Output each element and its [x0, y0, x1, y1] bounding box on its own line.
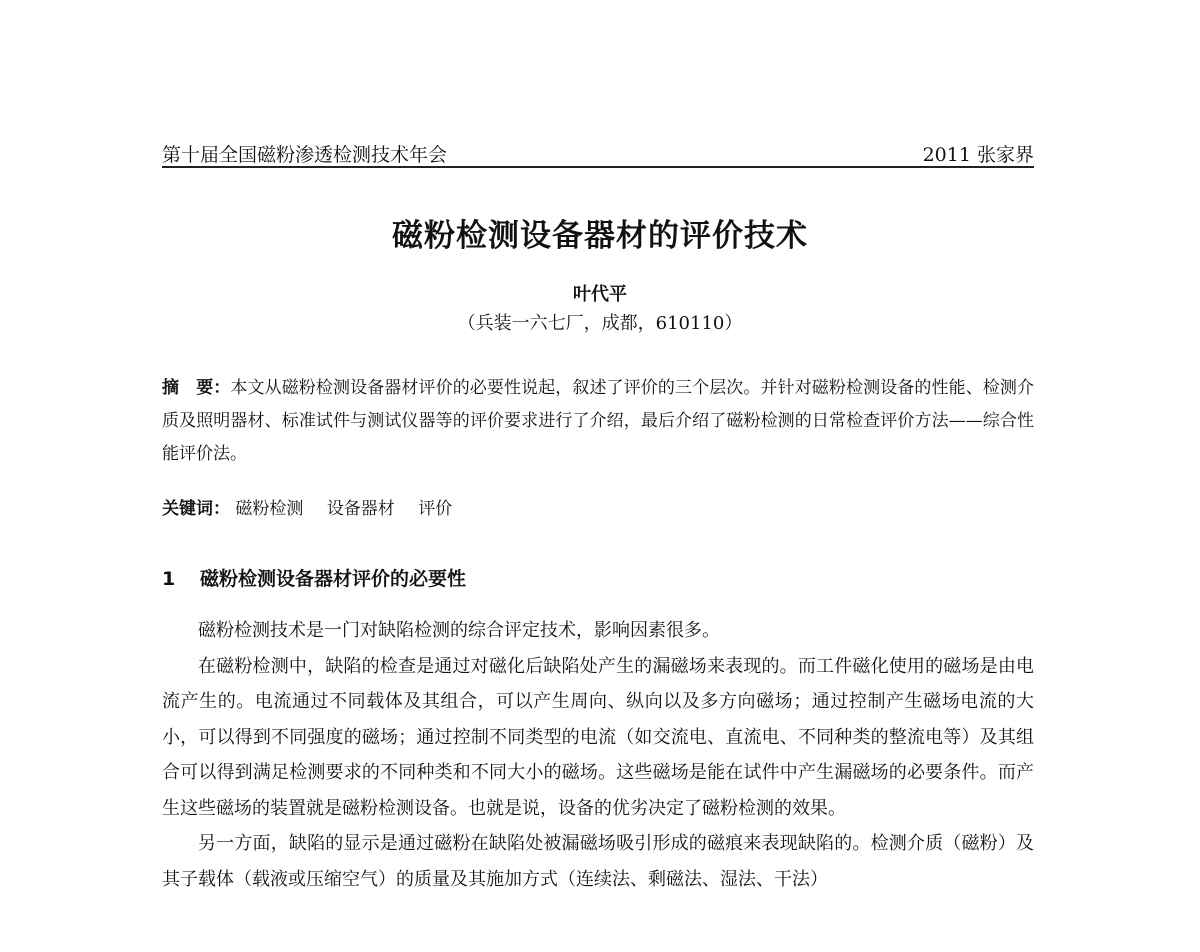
- running-header: [162, 136, 1034, 168]
- author-affiliation: （兵装一六七厂，成都，610110）: [457, 313, 743, 334]
- keyword: 磁粉检测: [235, 499, 304, 519]
- paragraph: 在磁粉检测中，缺陷的检查是通过对磁化后缺陷处产生的漏磁场来表现的。而工件磁化使用的磁场是由电流产生的。电流通过不同载体及其组合，可以产生周向、纵向以及多方向磁场；通过控制产生磁场电流的大小，可以得到不同强度的磁场；通过控制不同类型的电流（如交流电、直流电、不同种类的整流电等）及其组合可以得到满足检测要求的不同种类和不同大小的磁场。这些磁场是能在试件中产生漏磁场的必要条件。而产生这些磁场的装置就是磁粉检测设备。也就是说，设备的优劣决定了磁粉检测的效果。: [162, 655, 1034, 819]
- paper-title: 磁粉检测设备器材的评价技术: [392, 218, 808, 254]
- abstract-text: 本文从磁粉检测设备器材评价的必要性说起，叙述了评价的三个层次。并针对磁粉检测设备的性能、检测介质及照明器材、标准试件与测试仪器等的评价要求进行了介绍，最后介绍了磁粉检测的日常检查评价方法——综合性能评价法。: [162, 378, 1035, 464]
- conference-year-location: 2011 张家界: [922, 144, 1034, 166]
- paragraph: 另一方面，缺陷的显示是通过磁粉在缺陷处被漏磁场吸引形成的磁痕来表现缺陷的。检测介质（磁粉）及其子载体（载液或压缩空气）的质量及其施加方式（连续法、剩磁法、湿法、干法）: [162, 833, 1034, 890]
- paragraph: 磁粉检测技术是一门对缺陷检测的综合评定技术，影响因素很多。: [198, 620, 720, 641]
- keywords: [162, 494, 1034, 519]
- author-name: 叶代平: [573, 284, 627, 305]
- section-title: 磁粉检测设备器材评价的必要性: [200, 568, 467, 590]
- keyword: 评价: [418, 499, 453, 519]
- keywords-label: 关键词：: [162, 499, 230, 519]
- conference-name: 第十届全国磁粉渗透检测技术年会: [162, 144, 448, 166]
- keyword: 设备器材: [326, 499, 395, 519]
- body-text: [162, 613, 1034, 897]
- section-heading: [162, 564, 466, 591]
- section-number: 1: [162, 568, 176, 590]
- abstract: [162, 372, 1034, 471]
- abstract-label: 摘 要：: [162, 378, 231, 398]
